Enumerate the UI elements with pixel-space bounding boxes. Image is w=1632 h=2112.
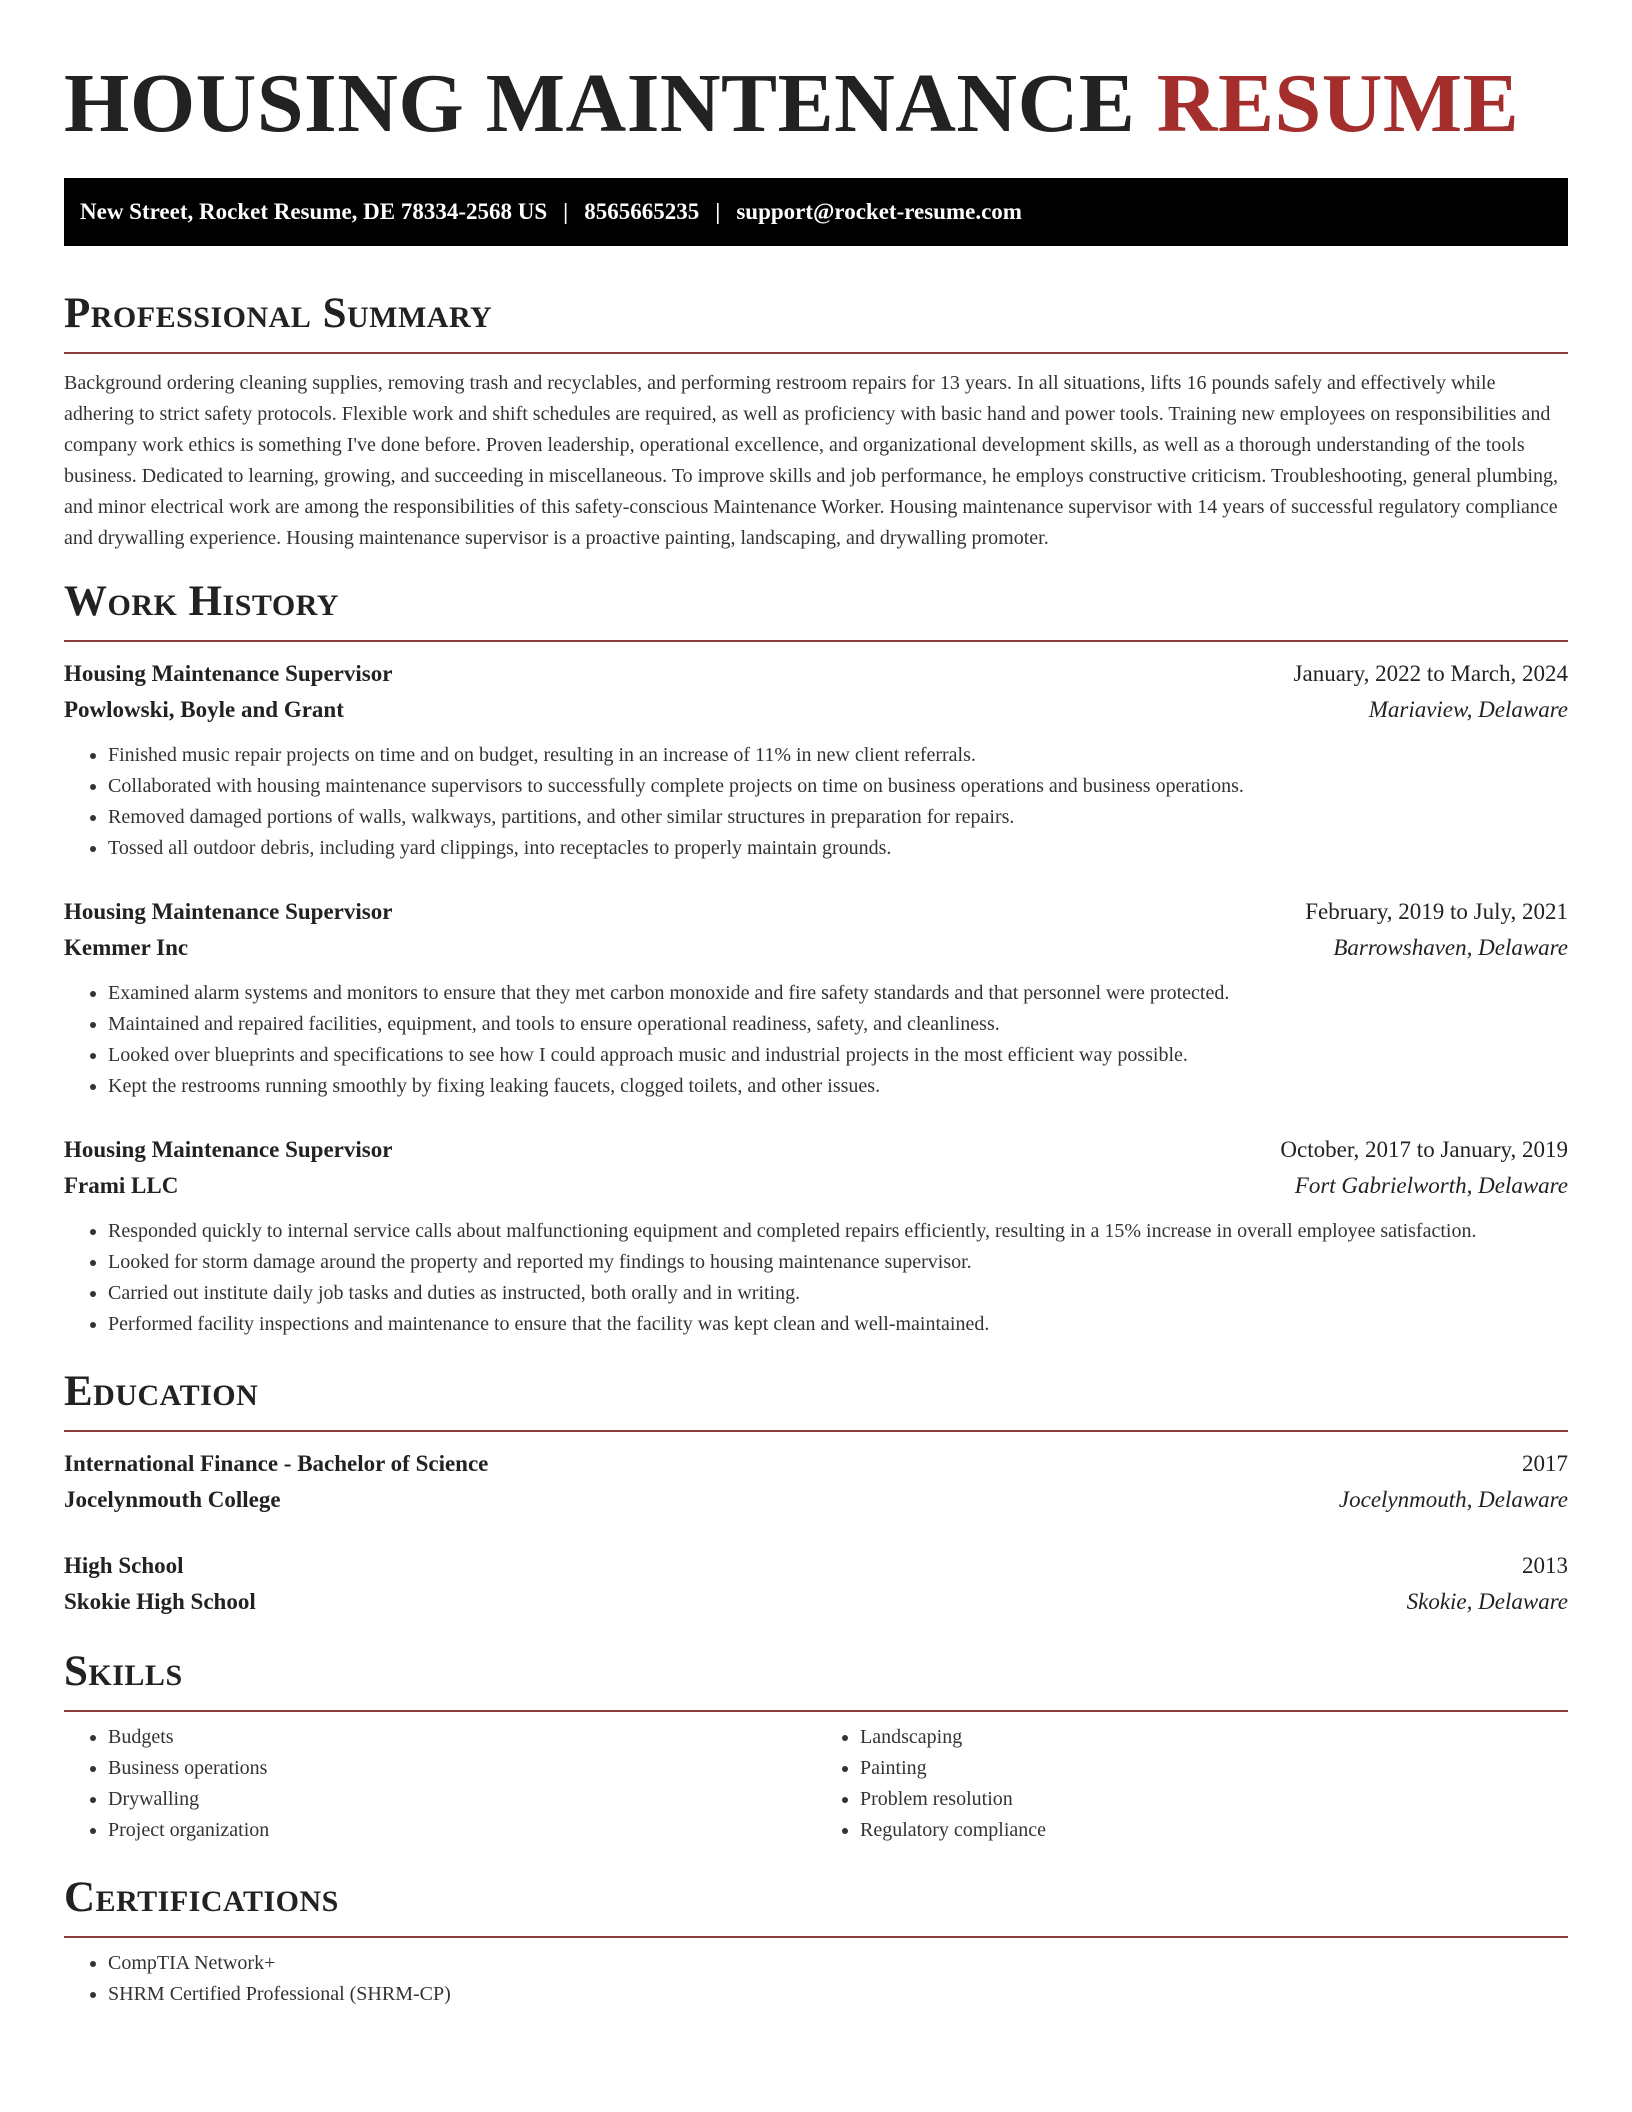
section-divider (64, 1936, 1568, 1938)
education-location: Skokie, Delaware (1406, 1589, 1568, 1614)
job-location: Barrowshaven, Delaware (1333, 935, 1568, 960)
contact-separator: | (715, 199, 721, 224)
education-degree-row (64, 1548, 1568, 1584)
section-divider (64, 640, 1568, 642)
job-company: Frami LLC (64, 1173, 179, 1198)
contact-address: New Street, Rocket Resume, DE 78334-2568 US (80, 199, 548, 224)
job-location: Mariaview, Delaware (1368, 697, 1568, 722)
job-duty: • Tossed all outdoor debris, including yard clippings, into receptacles to properly maintain grounds. (108, 833, 1568, 864)
education-degree-row (64, 1446, 1568, 1482)
job-dates: October, 2017 to January, 2019 (1280, 1137, 1568, 1162)
job-duty: • Removed damaged portions of walls, walkways, partitions, and other similar structures in preparation for repairs. (108, 802, 1568, 833)
job-company: Kemmer Inc (64, 935, 189, 960)
section-divider (64, 1710, 1568, 1712)
education-school-row (64, 1482, 1568, 1518)
job-duty: • Maintained and repaired facilities, equipment, and tools to ensure operational readiness, safety, and cleanliness. (108, 1009, 1568, 1040)
skill-item: • Problem resolution (860, 1784, 1568, 1815)
section-divider (64, 1430, 1568, 1432)
education-degree: International Finance - Bachelor of Science (64, 1451, 489, 1476)
job-company-row (64, 930, 1568, 966)
certifications-list (64, 1948, 1568, 2010)
job-duty: • Examined alarm systems and monitors to ensure that they met carbon monoxide and fire safety standards and that personnel were protected. (108, 978, 1568, 1009)
job-company-row (64, 1168, 1568, 1204)
certification-item: • SHRM Certified Professional (SHRM-CP) (108, 1979, 1568, 2010)
contact-phone[interactable]: 8565665235 (584, 199, 700, 224)
job-header-row (64, 1132, 1568, 1168)
education-degree: High School (64, 1553, 184, 1578)
summary-section (64, 288, 1568, 554)
section-title-work-history: Work History (64, 578, 339, 625)
job-dates: February, 2019 to July, 2021 (1305, 899, 1568, 924)
job-duty: • Carried out institute daily job tasks and duties as instructed, both orally and in writing. (108, 1278, 1568, 1309)
skill-item: • Landscaping (860, 1722, 1568, 1753)
title-accent: RESUME (1156, 57, 1520, 150)
job-location: Fort Gabrielworth, Delaware (1294, 1173, 1568, 1198)
skills-columns (64, 1722, 1568, 1846)
contact-separator: | (563, 199, 569, 224)
contact-email[interactable]: support@rocket-resume.com (736, 199, 1022, 224)
certification-item: • CompTIA Network+ (108, 1948, 1568, 1979)
job-dates: January, 2022 to March, 2024 (1293, 661, 1568, 686)
education-location: Jocelynmouth, Delaware (1338, 1487, 1568, 1512)
job-duty: • Responded quickly to internal service calls about malfunctioning equipment and completed repairs efficiently, resulting in a 15% increase in overall employee satisfaction. (108, 1216, 1568, 1247)
skill-item: • Business operations (108, 1753, 816, 1784)
education-year: 2013 (1522, 1553, 1568, 1578)
contact-bar (64, 178, 1568, 246)
job-duties-list (64, 978, 1568, 1102)
skill-item: • Project organization (108, 1815, 816, 1846)
job-duty: • Looked for storm damage around the property and reported my findings to housing maintenance supervisor. (108, 1247, 1568, 1278)
job-header-row (64, 656, 1568, 692)
job-entry (64, 1132, 1568, 1340)
section-title-summary: Professional Summary (64, 290, 493, 337)
title-main: HOUSING MAINTENANCE (64, 57, 1136, 150)
education-entry (64, 1548, 1568, 1620)
job-duty: • Kept the restrooms running smoothly by fixing leaking faucets, clogged toilets, and other issues. (108, 1071, 1568, 1102)
job-duty: • Looked over blueprints and specifications to see how I could approach music and industrial projects in the most efficient way possible. (108, 1040, 1568, 1071)
section-title-education: Education (64, 1368, 259, 1415)
job-duty: • Collaborated with housing maintenance supervisors to successfully complete projects on time on business operations and business operations. (108, 771, 1568, 802)
education-year: 2017 (1522, 1451, 1568, 1476)
education-entry (64, 1446, 1568, 1518)
job-duty: • Finished music repair projects on time and on budget, resulting in an increase of 11% in new client referrals. (108, 740, 1568, 771)
skill-item: • Drywalling (108, 1784, 816, 1815)
resume-title (64, 0, 1568, 153)
education-section (64, 1366, 1568, 1620)
job-duties-list (64, 740, 1568, 864)
certifications-section (64, 1872, 1568, 2010)
section-title-certifications: Certifications (64, 1874, 339, 1921)
job-entry (64, 894, 1568, 1102)
job-position: Housing Maintenance Supervisor (64, 1137, 393, 1162)
education-school-row (64, 1584, 1568, 1620)
job-entry (64, 656, 1568, 864)
section-divider (64, 352, 1568, 354)
education-school: Skokie High School (64, 1589, 256, 1614)
skills-list-left (64, 1722, 816, 1846)
job-header-row (64, 894, 1568, 930)
work-history-section (64, 576, 1568, 1340)
summary-text: Background ordering cleaning supplies, removing trash and recyclables, and performing restroom repairs for 13 years. In all situations, lifts 16 pounds safely and effectively while adhering to strict safety protocols. Flexible work and shift schedules are required, as well as proficiency with basic hand and power tools. Training new employees on responsibilities and company work ethics is something I've done before. Proven leadership, operational excellence, and organizational development skills, as well as a thorough understanding of the tools business. Dedicated to learning, growing, and succeeding in miscellaneous. To improve skills and job performance, he employs constructive criticism. Troubleshooting, general plumbing, and minor electrical work are among the responsibilities of this safety-conscious Maintenance Worker. Housing maintenance supervisor with 14 years of successful regulatory compliance and drywalling experience. Housing maintenance supervisor is a proactive painting, landscaping, and drywalling promoter. (64, 372, 1559, 549)
section-title-skills: Skills (64, 1648, 183, 1695)
skills-list-right (816, 1722, 1568, 1846)
skill-item: • Regulatory compliance (860, 1815, 1568, 1846)
job-company-row (64, 692, 1568, 728)
skills-section (64, 1646, 1568, 1846)
job-duties-list (64, 1216, 1568, 1340)
education-school: Jocelynmouth College (64, 1487, 281, 1512)
job-company: Powlowski, Boyle and Grant (64, 697, 344, 722)
job-duty: • Performed facility inspections and maintenance to ensure that the facility was kept clean and well-maintained. (108, 1309, 1568, 1340)
skill-item: • Painting (860, 1753, 1568, 1784)
job-position: Housing Maintenance Supervisor (64, 899, 393, 924)
job-position: Housing Maintenance Supervisor (64, 661, 393, 686)
skill-item: • Budgets (108, 1722, 816, 1753)
